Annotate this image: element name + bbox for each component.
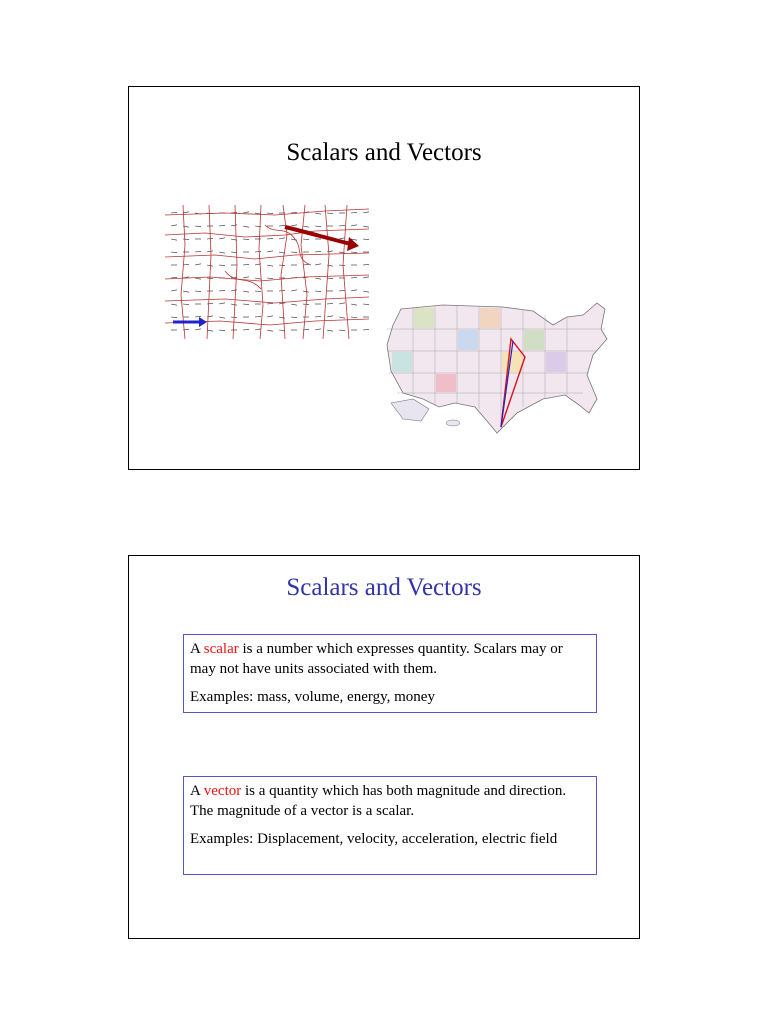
wind-barb-icon: [255, 316, 261, 317]
wind-barb-icon: [351, 304, 357, 305]
wind-barb-icon: [279, 317, 285, 318]
wind-barb-icon: [219, 290, 225, 291]
wind-barb-icon: [351, 225, 357, 226]
wind-barb-icon: [231, 290, 237, 291]
wind-barb-icon: [219, 330, 225, 331]
wind-barb-icon: [219, 252, 225, 253]
wind-barb-icon: [363, 329, 369, 330]
wind-barb-icon: [195, 329, 201, 330]
wind-barb-icon: [207, 330, 213, 331]
wind-barb-icon: [315, 316, 321, 317]
wind-barb-icon: [171, 225, 177, 226]
wind-barb-icon: [171, 317, 177, 318]
wind-barb-icon: [267, 213, 273, 214]
wind-barb-icon: [291, 290, 297, 291]
wind-barb-icon: [303, 291, 309, 292]
wind-barb-icon: [339, 330, 345, 331]
wind-barb-icon: [351, 317, 357, 318]
wind-barb-icon: [219, 225, 225, 226]
vector-definition-box: [183, 776, 597, 875]
wind-barb-icon: [243, 212, 249, 213]
wind-barb-icon: [219, 303, 225, 304]
scalar-definition-box: [183, 634, 597, 713]
scalar-examples: Examples: mass, volume, energy, money: [190, 689, 435, 705]
wind-barb-icon: [291, 252, 297, 253]
wind-barb-icon: [291, 212, 297, 213]
wind-barb-icon: [267, 265, 273, 266]
wind-barb-icon: [303, 264, 309, 265]
wind-barb-icon: [195, 291, 201, 292]
wind-barb-icon: [183, 239, 189, 240]
wind-barb-icon: [255, 278, 261, 279]
us-states-map-icon: [383, 295, 619, 451]
wind-barb-icon: [207, 303, 213, 304]
wind-barb-icon: [267, 238, 273, 239]
wind-barb-icon: [327, 316, 333, 317]
wind-barb-icon: [243, 304, 249, 305]
slide-1-title: Scalars and Vectors: [286, 139, 482, 166]
vector-definition: [190, 781, 590, 821]
wind-barb-icon: [363, 226, 369, 227]
wind-barb-icon: [315, 278, 321, 279]
wind-barb-icon: [327, 213, 333, 214]
wind-barb-icon: [363, 304, 369, 305]
vector-term: vector: [203, 783, 242, 799]
wind-barb-icon: [339, 238, 345, 239]
wind-barb-icon: [219, 238, 225, 239]
wind-barb-icon: [183, 264, 189, 265]
wind-barb-icon: [279, 265, 285, 266]
wind-barb-icon: [351, 290, 357, 291]
wind-barb-icon: [327, 251, 333, 252]
wind-barb-icon: [243, 329, 249, 330]
wind-barb-icon: [339, 290, 345, 291]
wind-barb-icon: [315, 226, 321, 227]
wind-barb-icon: [327, 278, 333, 279]
scalar-definition: [190, 639, 590, 679]
wind-barb-icon: [183, 291, 189, 292]
vector-definition-text: is a quantity which has both magnitude and direction. The magnitude of a vector is a scalar.: [190, 783, 567, 819]
wind-barb-icon: [195, 251, 201, 252]
wind-barb-icon: [255, 329, 261, 330]
wind-vector-field-map-icon: [165, 205, 369, 339]
wind-barb-icon: [303, 226, 309, 227]
wind-barb-icon: [363, 239, 369, 240]
vector-examples: Examples: Displacement, velocity, acceleration, electric field: [190, 831, 558, 847]
wind-barb-icon: [171, 304, 177, 305]
wind-barb-icon: [231, 225, 237, 226]
wind-barb-icon: [267, 316, 273, 317]
wind-barb-icon: [339, 317, 345, 318]
wind-barb-icon: [351, 212, 357, 213]
wind-barb-icon: [327, 330, 333, 331]
slide-2: [128, 555, 640, 939]
wind-barb-icon: [255, 291, 261, 292]
wind-barb-icon: [243, 239, 249, 240]
wind-barb-icon: [339, 225, 345, 226]
wind-barb-icon: [291, 225, 297, 226]
wind-barb-icon: [231, 304, 237, 305]
slide-1: [128, 86, 640, 470]
wind-barb-icon: [171, 290, 177, 291]
wind-barb-icon: [267, 278, 273, 279]
wind-barb-icon: [303, 239, 309, 240]
wind-barb-icon: [183, 304, 189, 305]
wind-barb-icon: [351, 252, 357, 253]
wind-barb-icon: [315, 213, 321, 214]
wind-barb-icon: [243, 277, 249, 278]
wind-barb-icon: [267, 303, 273, 304]
wind-barb-icon: [363, 277, 369, 278]
wind-barb-icon: [279, 238, 285, 239]
wind-barb-icon: [339, 303, 345, 304]
wind-barb-icon: [243, 226, 249, 227]
wind-barb-icon: [171, 277, 177, 278]
wind-barb-icon: [339, 265, 345, 266]
vector-prefix: A: [190, 783, 204, 799]
wind-barb-icon: [243, 291, 249, 292]
wind-barb-icon: [195, 264, 201, 265]
wind-barb-icon: [195, 316, 201, 317]
wind-barb-icon: [291, 304, 297, 305]
wind-barb-icon: [291, 317, 297, 318]
wind-barb-icon: [267, 251, 273, 252]
wind-barb-icon: [351, 277, 357, 278]
wind-barb-icon: [231, 252, 237, 253]
wind-barb-icon: [363, 264, 369, 265]
wind-barb-icon: [315, 251, 321, 252]
wind-barb-icon: [207, 265, 213, 266]
wind-barb-icon: [315, 264, 321, 265]
wind-barb-icon: [363, 291, 369, 292]
scalar-definition-text: is a number which expresses quantity. Scalars may or may not have units associated with them.: [190, 641, 563, 677]
wind-barb-icon: [219, 265, 225, 266]
wind-barb-icon: [267, 330, 273, 331]
scalar-prefix: A: [190, 641, 204, 657]
wind-barb-icon: [171, 239, 177, 240]
wind-barb-icon: [327, 303, 333, 304]
wind-barb-icon: [171, 252, 177, 253]
wind-barb-icon: [279, 225, 285, 226]
wind-barb-icon: [363, 212, 369, 213]
wind-barb-icon: [195, 226, 201, 227]
slide-2-title: Scalars and Vectors: [286, 574, 482, 601]
wind-barb-icon: [243, 264, 249, 265]
wind-barb-icon: [171, 212, 177, 213]
wind-barb-icon: [183, 212, 189, 213]
scalar-term: scalar: [203, 641, 239, 657]
wind-barb-icon: [315, 291, 321, 292]
wind-barb-icon: [219, 317, 225, 318]
wind-barb-icon: [207, 251, 213, 252]
wind-barb-icon: [195, 278, 201, 279]
wind-barb-icon: [255, 251, 261, 252]
wind-barb-icon: [315, 329, 321, 330]
